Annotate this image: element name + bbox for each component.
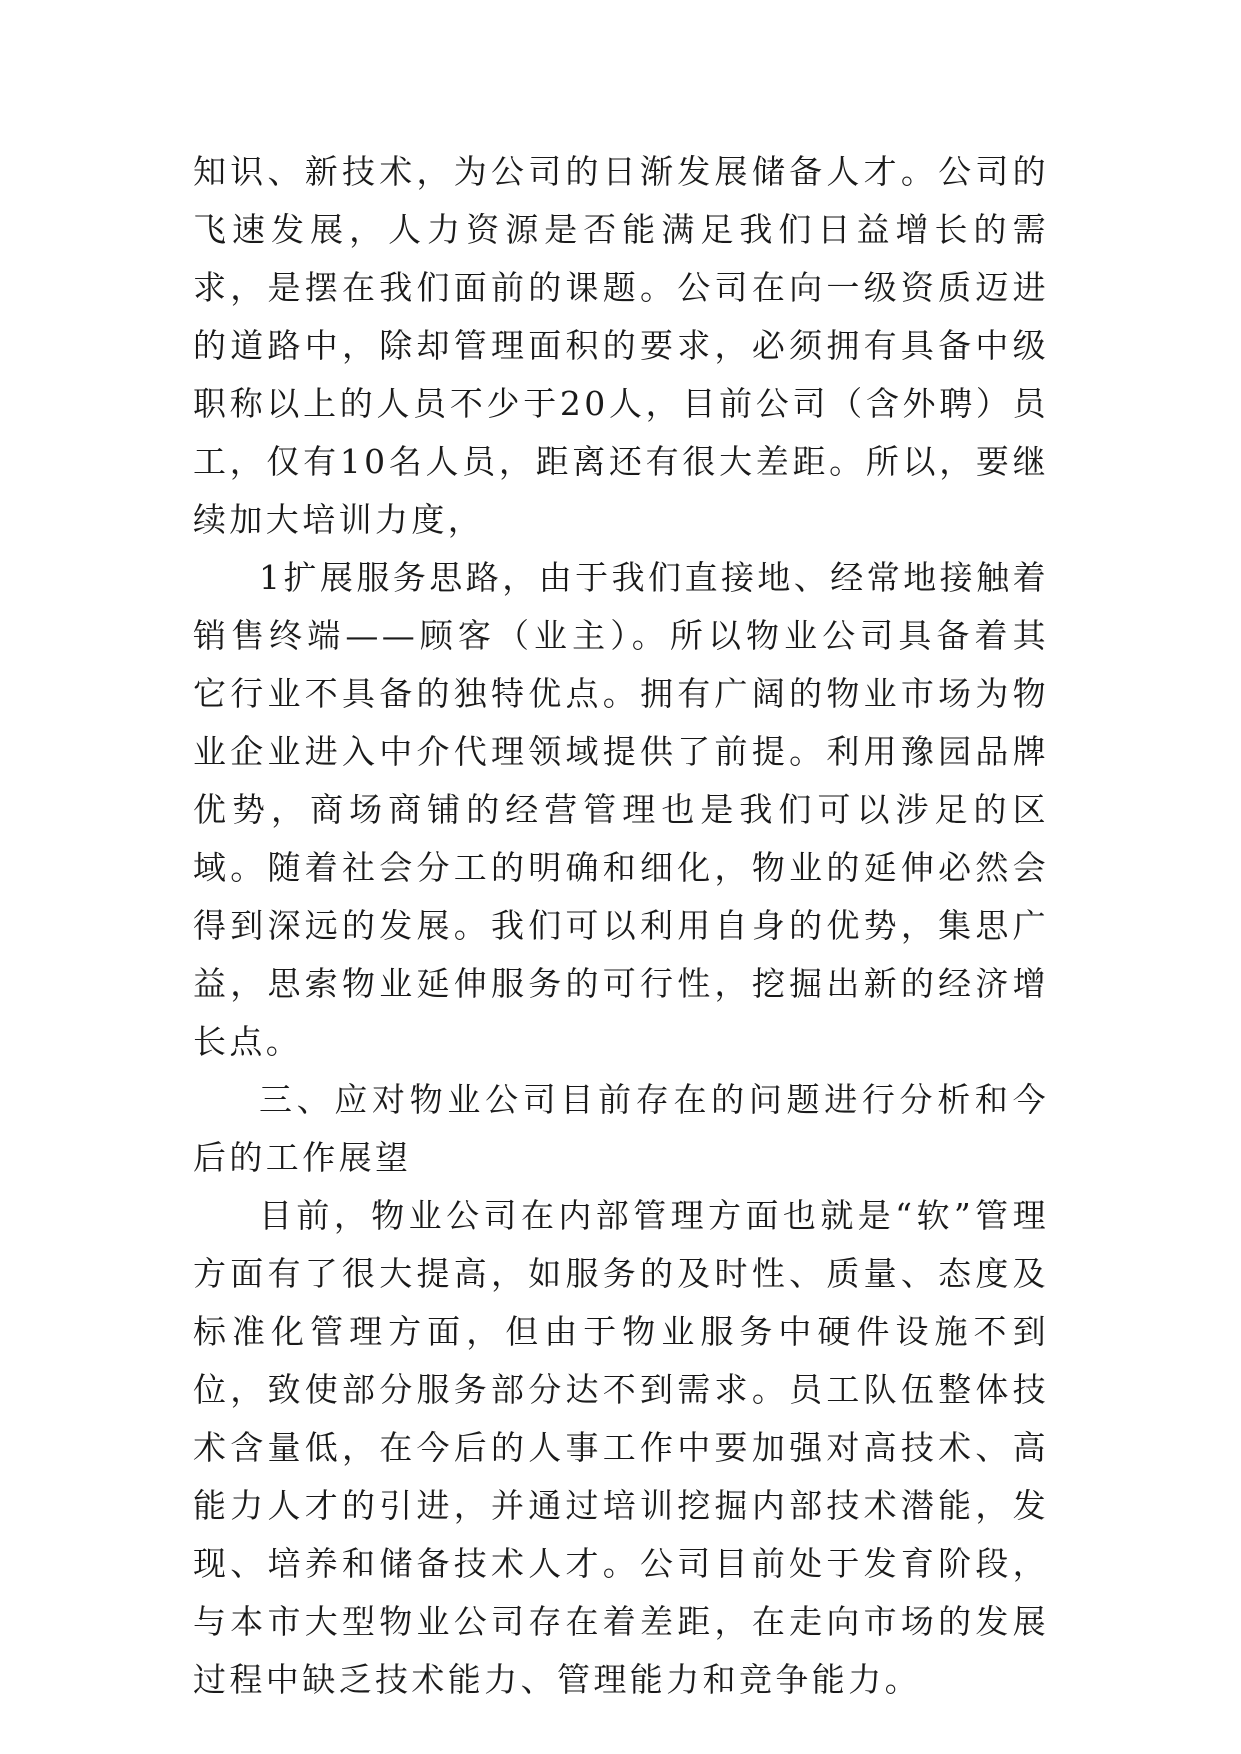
document-body xyxy=(193,143,1049,1709)
paragraph-service-expansion: 1扩展服务思路，由于我们直接地、经常地接触着销售终端——顾客（业主）。所以物业公司具备着其它行业不具备的独特优点。拥有广阔的物业市场为物业企业进入中介代理领域提供了前提。利用豫园品牌优势，商场商铺的经营管理也是我们可以涉足的区域。随着社会分工的明确和细化，物业的延伸必然会得到深远的发展。我们可以利用自身的优势，集思广益，思索物业延伸服务的可行性，挖掘出新的经济增长点。 xyxy=(193,558,1049,1061)
paragraph-internal-management: 目前，物业公司在内部管理方面也就是“软”管理方面有了很大提高，如服务的及时性、质量、态度及标准化管理方面，但由于物业服务中硬件设施不到位，致使部分服务部分达不到需求。员工队伍整体技术含量低，在今后的人事工作中要加强对高技术、高能力人才的引进，并通过培训挖掘内部技术潜能，发现、培养和储备技术人才。公司目前处于发育阶段，与本市大型物业公司存在着差距，在走向市场的发展过程中缺乏技术能力、管理能力和竞争能力。 xyxy=(193,1196,1049,1699)
section-heading-three: 三、应对物业公司目前存在的问题进行分析和今后的工作展望 xyxy=(193,1080,1049,1177)
paragraph-continued: 知识、新技术，为公司的日渐发展储备人才。公司的飞速发展，人力资源是否能满足我们日益增长的需求，是摆在我们面前的课题。公司在向一级资质迈进的道路中，除却管理面积的要求，必须拥有具备中级职称以上的人员不少于20人，目前公司（含外聘）员工，仅有10名人员，距离还有很大差距。所以，要继续加大培训力度， xyxy=(193,152,1049,539)
